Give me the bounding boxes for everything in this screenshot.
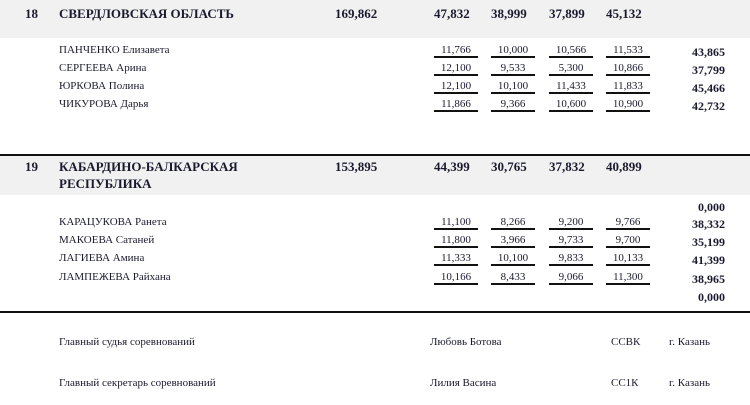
score: 10,900 — [606, 98, 650, 112]
apparatus-total: 40,899 — [606, 159, 642, 174]
score: 12,100 — [434, 62, 478, 76]
score: 9,733 — [549, 234, 593, 248]
apparatus-total: 30,765 — [491, 159, 527, 174]
score: 8,266 — [491, 216, 535, 230]
athlete-name: СЕРГЕЕВА Арина — [59, 62, 147, 74]
score: 10,600 — [549, 98, 593, 112]
score: 10,566 — [549, 44, 593, 58]
score: 11,300 — [606, 271, 650, 285]
score: 9,833 — [549, 252, 593, 266]
score: 9,700 — [606, 234, 650, 248]
athlete-name: МАКОЕВА Сатаней — [59, 234, 155, 246]
score: 10,866 — [606, 62, 650, 76]
score: 11,533 — [606, 44, 650, 58]
athlete-total: 38,332 — [692, 217, 725, 231]
score: 8,433 — [491, 271, 535, 285]
score: 5,300 — [549, 62, 593, 76]
score: 12,100 — [434, 80, 478, 94]
team-place: 18 — [25, 6, 38, 21]
official-category: СС1К — [611, 377, 639, 389]
athlete-name: КАРАЦУКОВА Ранета — [59, 216, 167, 228]
official-name: Любовь Ботова — [430, 336, 502, 348]
official-category: ССВК — [611, 336, 641, 348]
official-city: г. Казань — [669, 336, 710, 348]
team-total: 153,895 — [335, 159, 378, 174]
team-place: 19 — [25, 159, 38, 174]
extra-total: 0,000 — [698, 290, 725, 304]
apparatus-total: 44,399 — [434, 159, 470, 174]
athlete-total: 42,732 — [692, 99, 725, 113]
score: 11,833 — [606, 80, 650, 94]
team-region: СВЕРДЛОВСКАЯ ОБЛАСТЬ — [59, 6, 234, 21]
apparatus-total: 38,999 — [491, 6, 527, 21]
score: 10,100 — [491, 252, 535, 266]
official-name: Лилия Васина — [430, 377, 497, 389]
apparatus-total: 37,832 — [549, 159, 585, 174]
athlete-total: 45,466 — [692, 81, 725, 95]
score: 10,000 — [491, 44, 535, 58]
score: 9,766 — [606, 216, 650, 230]
score: 11,866 — [434, 98, 478, 112]
athlete-total: 37,799 — [692, 63, 725, 77]
score: 9,066 — [549, 271, 593, 285]
team-total: 169,862 — [335, 6, 378, 21]
score: 11,766 — [434, 44, 478, 58]
apparatus-total: 47,832 — [434, 6, 470, 21]
official-role: Главный секретарь соревнований — [59, 377, 216, 389]
athlete-total: 35,199 — [692, 235, 725, 249]
athlete-name: ЛАГИЕВА Амина — [59, 252, 145, 264]
score: 9,533 — [491, 62, 535, 76]
extra-total: 0,000 — [698, 200, 725, 214]
official-city: г. Казань — [669, 377, 710, 389]
athlete-name: ПАНЧЕНКО Елизавета — [59, 44, 170, 56]
athlete-name: ЮРКОВА Полина — [59, 80, 145, 92]
divider — [0, 311, 750, 313]
score: 10,166 — [434, 271, 478, 285]
score: 11,333 — [434, 252, 478, 266]
score: 3,966 — [491, 234, 535, 248]
apparatus-total: 37,899 — [549, 6, 585, 21]
score: 10,100 — [491, 80, 535, 94]
athlete-total: 43,865 — [692, 45, 725, 59]
athlete-total: 38,965 — [692, 272, 725, 286]
team-region: КАБАРДИНО-БАЛКАРСКАЯ — [59, 159, 238, 174]
score: 10,133 — [606, 252, 650, 266]
athlete-name: ЛАМПЕЖЕВА Райхана — [59, 271, 171, 283]
score: 11,100 — [434, 216, 478, 230]
team-region-cont: РЕСПУБЛИКА — [59, 176, 152, 191]
score: 11,800 — [434, 234, 478, 248]
official-role: Главный судья соревнований — [59, 336, 195, 348]
athlete-total: 41,399 — [692, 253, 725, 267]
score: 11,433 — [549, 80, 593, 94]
athlete-name: ЧИКУРОВА Дарья — [59, 98, 149, 110]
score: 9,200 — [549, 216, 593, 230]
apparatus-total: 45,132 — [606, 6, 642, 21]
score: 9,366 — [491, 98, 535, 112]
